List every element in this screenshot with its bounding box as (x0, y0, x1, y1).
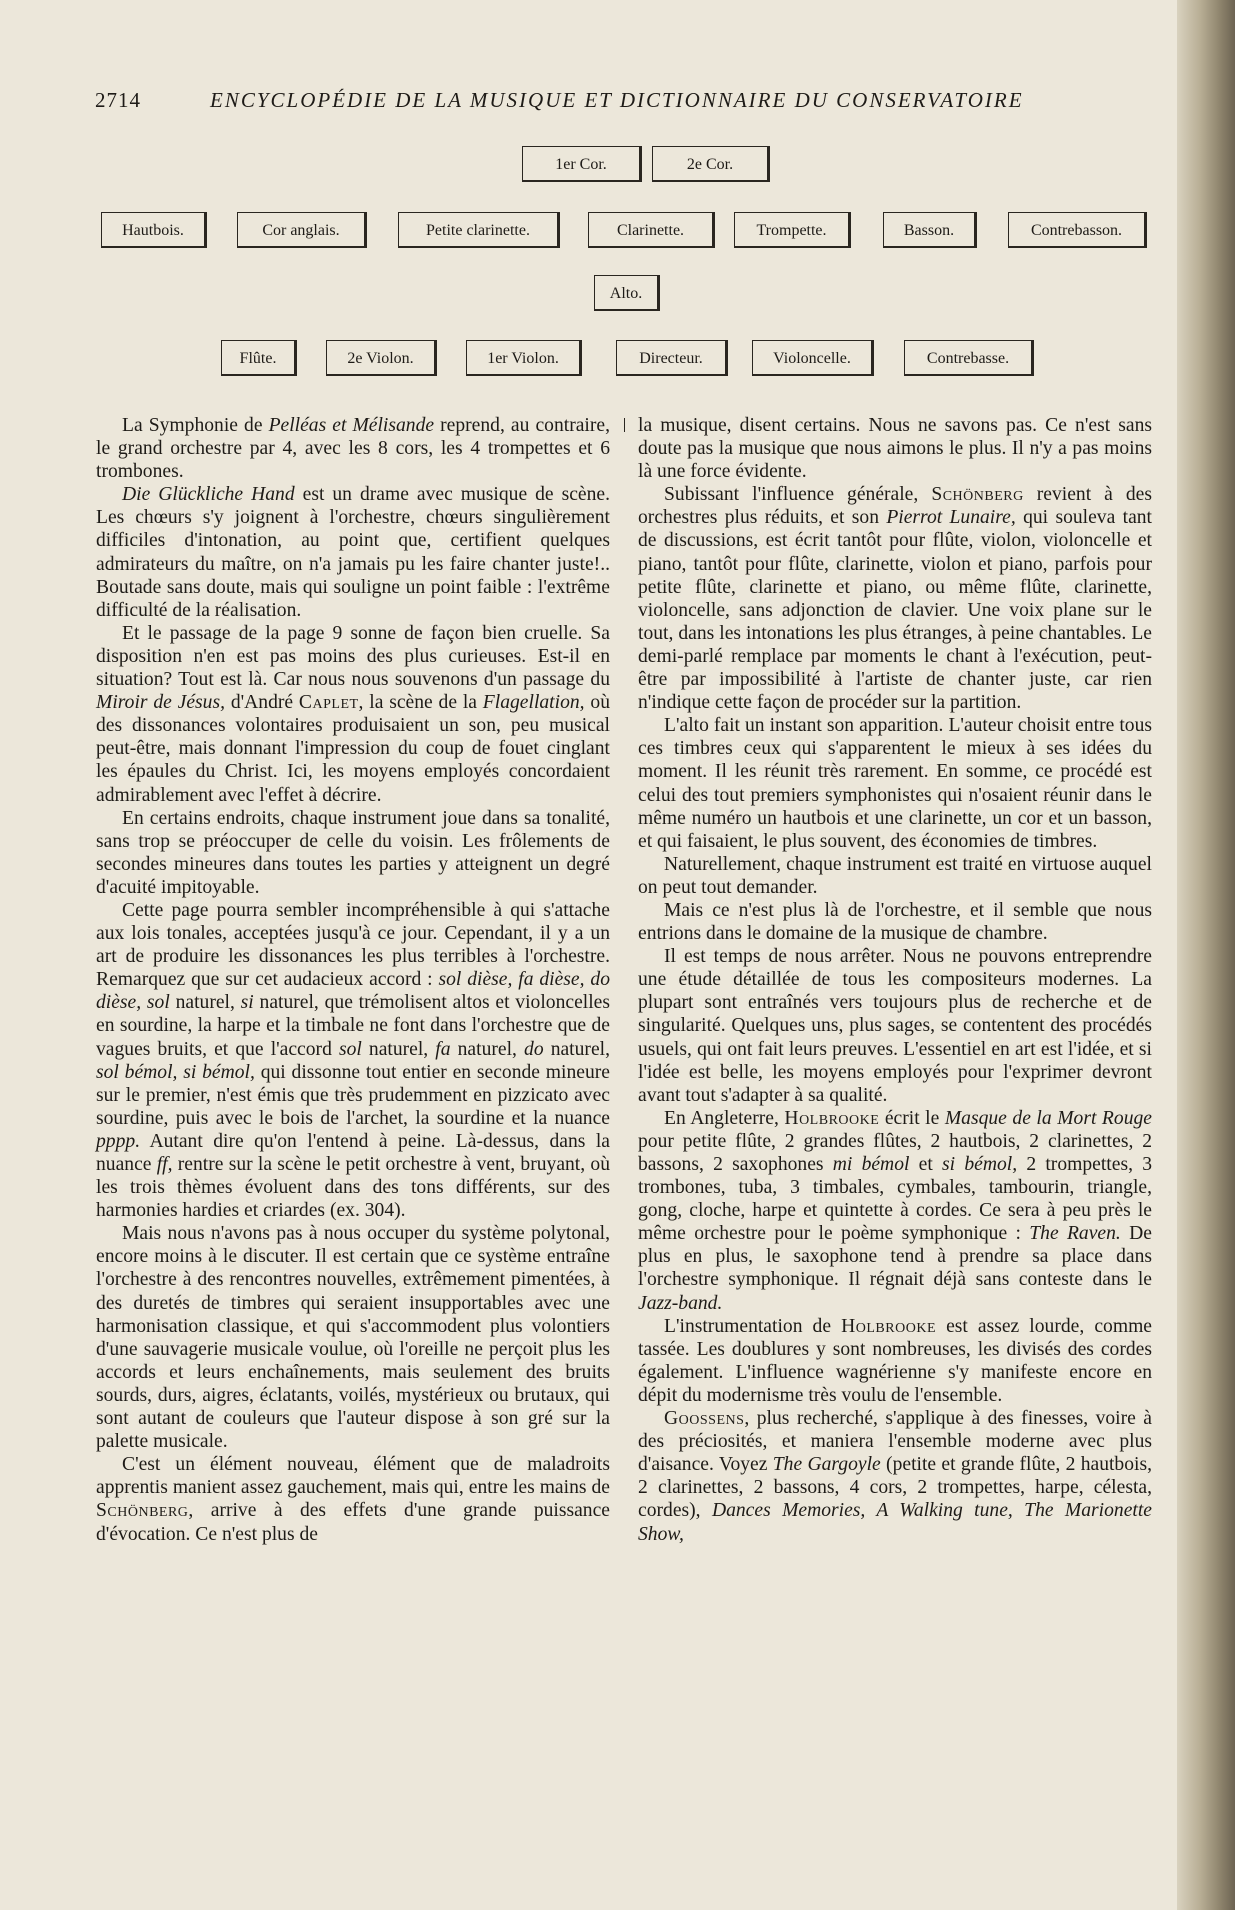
seat-contrebasse: Contrebasse. (904, 340, 1034, 376)
seat-alto: Alto. (594, 275, 660, 311)
seat-2e-violon: 2e Violon. (326, 340, 437, 376)
column-divider (624, 418, 625, 432)
seat-basson: Basson. (883, 212, 977, 248)
page-number: 2714 (95, 88, 141, 112)
paragraph: L'instrumentation de Holbrooke est assez lourde, comme tassée. Les doublures y sont nombreuses, les divisés des cordes également. L'influence wagnérienne s'y manifeste encore en dépit du modernisme très voulu de l'ensemble. (638, 1315, 1153, 1406)
paragraph: la musique, disent certains. Nous ne savons pas. Ce n'est sans doute pas la musique que nous aimons le plus. Il n'y a pas moins là une force évidente. (638, 415, 1152, 483)
running-title: ENCYCLOPÉDIE DE LA MUSIQUE ET DICTIONNAIRE DU CONSERVATOIRE (210, 88, 1024, 112)
seat-2e-cor: 2e Cor. (652, 146, 770, 182)
seat-1er-violon: 1er Violon. (466, 340, 582, 376)
paragraph: Et le passage de la page 9 sonne de façon bien cruelle. Sa disposition n'en est pas moins des plus curieuses. Est-il en situation? Tout est là. Car nous nous souvenons d'un passage du Miroir de Jésus, d'André Caplet, la scène de la Flagellation, où des dissonances volontaires produisaient un son, peu musical peut-être, mais donnant l'impression du coup de fouet cinglant les épaules du Christ. Ici, les moyens employés concordaient admirablement avec l'effet à décrire. (96, 622, 610, 806)
paragraph: Naturellement, chaque instrument est traité en virtuose auquel on peut tout demander. (638, 853, 1152, 898)
seat-hautbois: Hautbois. (101, 212, 207, 248)
seat-violoncelle: Violoncelle. (752, 340, 874, 376)
seat-trompette: Trompette. (734, 212, 851, 248)
paragraph: Subissant l'influence générale, Schönberg revient à des orchestres plus réduits, et son Pierrot Lunaire, qui souleva tant de discussions, est écrit tantôt pour flûte, violon, violoncelle et piano, tantôt pour flûte, clarinette, violon et piano, parfois pour petite flûte, clarinette et piano, ou même flûte, clarinette, violoncelle, sans adjonction de clavier. Une voix plane sur le tout, dans les intonations les plus étranges, à peine chantables. Le demi-parlé remplace par moments le chant à l'exécution, peut-être par impossibilité à l'artiste de chanter juste, car rien n'indique cette façon de procéder sur la partition. (638, 484, 1153, 714)
left-column (96, 414, 610, 1546)
seat-petite-clarinette: Petite clarinette. (398, 212, 560, 248)
paragraph: En certains endroits, chaque instrument joue dans sa tonalité, sans trop se préoccuper de celle du voisin. Les frôlements de secondes mineures dans toutes les parties y atteignent un degré d'acuité impitoyable. (96, 807, 610, 898)
paragraph: La Symphonie de Pelléas et Mélisande reprend, au contraire, le grand orchestre par 4, avec les 8 cors, les 4 trompettes et 6 trombones. (96, 415, 610, 483)
seat-flute: Flûte. (221, 340, 297, 376)
paragraph: En Angleterre, Holbrooke écrit le Masque de la Mort Rouge pour petite flûte, 2 grandes flûtes, 2 hautbois, 2 clarinettes, 2 bassons, 2 saxophones mi bémol et si bémol, 2 trompettes, 3 trombones, tuba, 3 timbales, cymbales, tambourin, triangle, gong, cloche, harpe et quintette à cordes. Ce sera à peu près le même orchestre pour le poème symphonique : The Raven. De plus en plus, le saxophone tend à prendre sa place dans l'orchestre symphonique. Il régnait déjà sans conteste dans le Jazz-band. (638, 1107, 1152, 1314)
seat-contrebasson: Contrebasson. (1008, 212, 1147, 248)
seat-cor-anglais: Cor anglais. (237, 212, 367, 248)
paragraph: Cette page pourra sembler incompréhensible à qui s'attache aux lois tonales, acceptées jusqu'à ce jour. Cependant, il y a un art de produire les dissonances les plus terribles à l'orchestre. Remarquez que sur cet audacieux accord : sol dièse, fa dièse, do dièse, sol naturel, si naturel, que trémolisent altos et violoncelles en sourdine, la harpe et la timbale ne font dans l'orchestre que de vagues bruits, et que l'accord sol naturel, fa naturel, do naturel, sol bémol, si bémol, qui dissonne tout entier en seconde mineure sur le premier, n'est émis que très prudemment en pizzicato avec sourdine, puis avec le bois de l'archet, la sourdine et la nuance pppp. Autant dire qu'on l'entend à peine. Là-dessus, dans la nuance ff, rentre sur la scène le petit orchestre à vent, bruyant, où les trois thèmes évoluent dans des tons différents, sur des harmonies hardies et criardes (ex. 304). (96, 899, 610, 1222)
paragraph: L'alto fait un instant son apparition. L'auteur choisit entre tous ces timbres ceux qui s'apparentent le mieux à ses idées du moment. Il les réunit très rarement. En somme, ce procédé est celui des tout premiers symphonistes qui n'osaient réunir dans le même numéro un hautbois et une clarinette, un cor et un basson, et qui faisaient, le plus souvent, des économies de timbres. (638, 715, 1152, 852)
seat-1er-cor: 1er Cor. (522, 146, 642, 182)
paragraph: Mais nous n'avons pas à nous occuper du système polytonal, encore moins à le discuter. Il est certain que ce système entraîne l'orchestre à des rencontres nouvelles, extrêmement pimentées, à des duretés de timbres qui seraient insupportables avec une harmonisation classique, et qui s'accommodent plus volontiers d'une sauvagerie musicale voulue, où l'oreille ne perçoit plus les accords et leurs enchaînements, mais seulement des bruits sourds, durs, aigres, éclatants, voilés, mystérieux ou brutaux, qui sont autant de couleurs que l'auteur dispose à son gré sur la palette musicale. (96, 1223, 610, 1453)
book-page-edge (1177, 0, 1235, 1910)
page-header (95, 88, 1045, 118)
paragraph: C'est un élément nouveau, élément que de maladroits apprentis manient assez gauchement, mais qui, entre les mains de Schönberg, arrive à des effets d'une grande puissance d'évocation. Ce n'est plus de (96, 1454, 610, 1545)
right-column (638, 414, 1152, 1546)
seat-clarinette: Clarinette. (588, 212, 715, 248)
seat-directeur: Directeur. (616, 340, 728, 376)
paragraph: Mais ce n'est plus là de l'orchestre, et il semble que nous entrions dans le domaine de la musique de chambre. (638, 899, 1152, 945)
paragraph: Il est temps de nous arrêter. Nous ne pouvons entreprendre une étude détaillée de tous les compositeurs modernes. La plupart sont entraînés vers toujours plus de recherche et de singularité. Quelques uns, plus sages, se contentent des procédés usuels, qui ont fait leurs preuves. L'essentiel en art est l'idée, et si l'idée est belle, les moyens employés pour l'exprimer devront avant tout s'adapter à sa qualité. (638, 946, 1152, 1106)
paragraph: Die Glückliche Hand est un drame avec musique de scène. Les chœurs s'y joignent à l'orchestre, chœurs singulièrement difficiles d'intonation, au point que, certifient quelques admirateurs du maître, on n'a jamais pu les faire chanter juste!.. Boutade sans doute, mais qui souligne un point faible : l'extrême difficulté de la réalisation. (96, 484, 610, 621)
paragraph: Goossens, plus recherché, s'applique à des finesses, voire à des préciosités, et maniera l'ensemble moderne avec plus d'aisance. Voyez The Gargoyle (petite et grande flûte, 2 hautbois, 2 clarinettes, 2 bassons, 4 cors, 2 trompettes, harpe, célesta, cordes), Dances Memories, A Walking tune, The Marionette Show, (638, 1408, 1152, 1545)
